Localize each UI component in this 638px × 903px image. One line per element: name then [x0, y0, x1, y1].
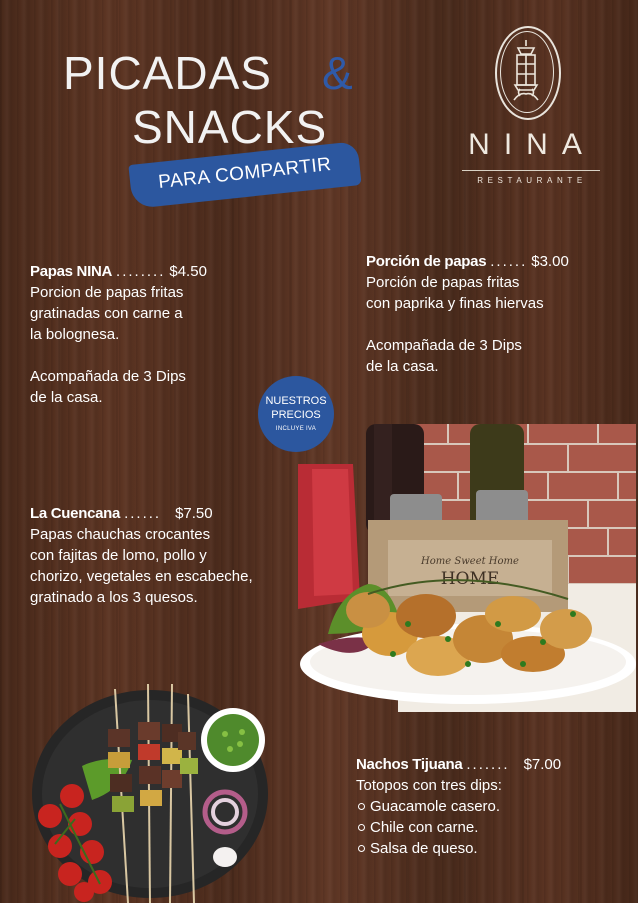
item-dots: ......	[490, 253, 528, 270]
dips-list	[356, 796, 626, 859]
item-price: $4.50	[169, 263, 207, 280]
item-note: Acompañada de 3 Dips de la casa.	[30, 368, 186, 406]
title-snacks: SNACKS	[132, 101, 328, 153]
item-header	[30, 261, 260, 282]
crate-subtitle: Home Sweet Home	[421, 556, 519, 567]
menu-item-la-cuencana	[30, 503, 292, 608]
item-name: La Cuencana	[30, 505, 121, 522]
menu-item-porcion-papas	[366, 251, 616, 377]
item-description: Totopos con tres dips:	[356, 777, 502, 794]
potatoes-photo	[298, 424, 636, 712]
list-item: Salsa de queso.	[370, 838, 626, 859]
menu-item-papas-nina	[30, 261, 260, 408]
menu-item-nachos-tijuana	[356, 754, 626, 859]
item-dots: .......	[466, 756, 510, 773]
banner-text: PARA COMPARTIR	[157, 153, 333, 194]
item-price: $7.00	[523, 756, 562, 773]
item-description: Papas chauchas crocantes con fajitas de lomo, pollo y chorizo, vegetales en escabeche, gratinado a los 3 quesos.	[30, 526, 253, 606]
item-name: Porción de papas	[366, 253, 487, 270]
item-header	[356, 754, 626, 775]
logo-subtitle: RESTAURANTE	[477, 176, 587, 185]
title-ampersand: &	[322, 47, 353, 99]
crate-title: HOME	[440, 569, 500, 589]
restaurant-logo	[462, 24, 602, 194]
item-description: Porción de papas fritas con paprika y finas hiervas	[366, 274, 544, 312]
skewers-photo	[0, 674, 275, 903]
skewers-illustration	[0, 674, 275, 903]
list-item: Chile con carne.	[370, 817, 626, 838]
item-name: Nachos Tijuana	[356, 756, 463, 773]
badge-line1: NUESTROS	[265, 395, 327, 407]
list-item: Guacamole casero.	[370, 796, 626, 817]
item-price: $7.50	[175, 505, 213, 522]
item-header	[30, 503, 292, 524]
badge-line2: PRECIOS	[271, 409, 321, 421]
badge-line3: INCLUYE IVA	[275, 426, 317, 432]
item-description: Porcion de papas fritas gratinadas con carne a la bolognesa.	[30, 284, 184, 343]
item-header	[366, 251, 616, 272]
lantern-icon	[506, 38, 546, 108]
item-price: $3.00	[531, 253, 569, 270]
logo-name: NINA	[468, 128, 596, 161]
item-note: Acompañada de 3 Dips de la casa.	[366, 337, 522, 375]
logo-rule	[462, 170, 600, 171]
title-picadas: PICADAS	[63, 47, 272, 99]
item-dots: ......	[124, 505, 162, 522]
potatoes-illustration	[298, 424, 636, 712]
item-dots: ........	[116, 263, 166, 280]
item-name: Papas NINA	[30, 263, 113, 280]
